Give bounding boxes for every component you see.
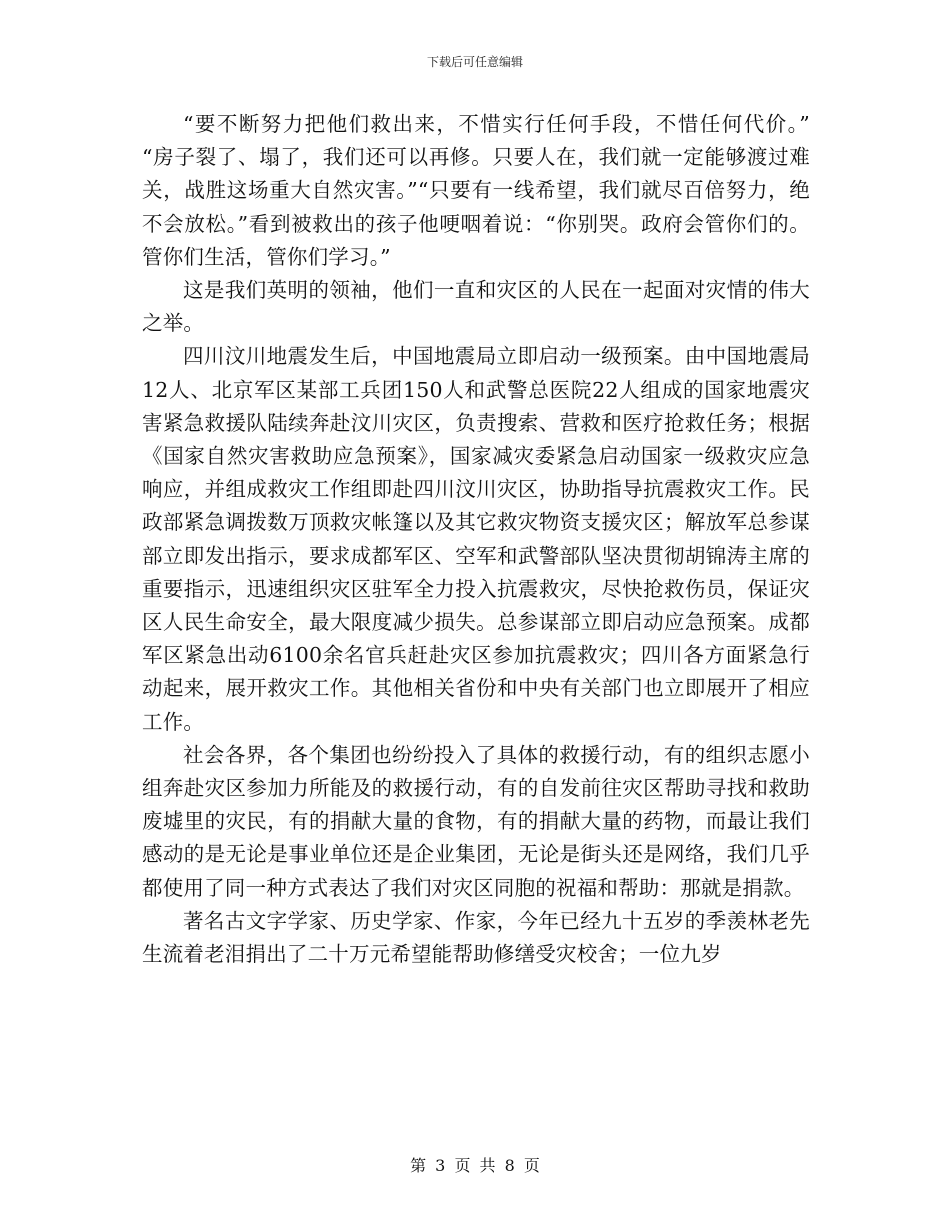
paragraph-5: 著名古文字学家、历史学家、作家，今年已经九十五岁的季羡林老先生流着老泪捐出了二十万元希望能帮助修缮受灾校舍；一位九岁 — [142, 908, 810, 967]
paragraph-4: 社会各界，各个集团也纷纷投入了具体的救援行动，有的组织志愿小组奔赴灾区参加力所能及的救援行动，有的自发前往灾区帮助寻找和救助废墟里的灾民，有的捐献大量的食物，有的捐献大量的药物，而最让我们感动的是无论是事业单位还是企业集团，无论是街头还是网络，我们几乎都使用了同一种方式表达了我们对灾区同胞的祝福和帮助：那就是捐款。 — [142, 742, 810, 900]
document-body — [142, 108, 810, 971]
page-header: 下载后可任意编辑 — [426, 55, 523, 69]
paragraph-3: 四川汶川地震发生后，中国地震局立即启动一级预案。由中国地震局12人、北京军区某部工兵团150人和武警总医院22人组成的国家地震灾害紧急救援队陆续奔赴汶川灾区，负责搜索、营救和医疗抢救任务；根据《国家自然灾害救助应急预案》，国家减灾委紧急启动国家一级救灾应急响应，并组成救灾工作组即赴四川汶川灾区，协助指导抗震救灾工作。民政部紧急调拨数万顶救灾帐篷以及其它救灾物资支援灾区；解放军总参谋部立即发出指示，要求成都军区、空军和武警部队坚决贯彻胡锦涛主席的重要指示，迅速组织灾区驻军全力投入抗震救灾，尽快抢救伤员，保证灾区人民生命安全，最大限度减少损失。总参谋部立即启动应急预案。成都军区紧急出动6100余名官兵赶赴灾区参加抗震救灾；四川各方面紧急行动起来，展开救灾工作。其他相关省份和中央有关部门也立即展开了相应工作。 — [142, 344, 810, 734]
paragraph-1: “要不断努力把他们救出来，不惜实行任何手段，不惜任何代价。” “房子裂了、塌了，我们还可以再修。只要人在，我们就一定能够渡过难关，战胜这场重大自然灾害。”“只要有一线希望，我们就尽百倍努力，绝不会放松。”看到被救出的孩子他哽咽着说：“你别哭。政府会管你们的。管你们生活，管你们学习。” — [142, 112, 810, 269]
page-footer: 第 3 页 共 8 页 — [410, 1156, 540, 1175]
paragraph-2: 这是我们英明的领袖，他们一直和灾区的人民在一起面对灾情的伟大之举。 — [142, 278, 810, 336]
